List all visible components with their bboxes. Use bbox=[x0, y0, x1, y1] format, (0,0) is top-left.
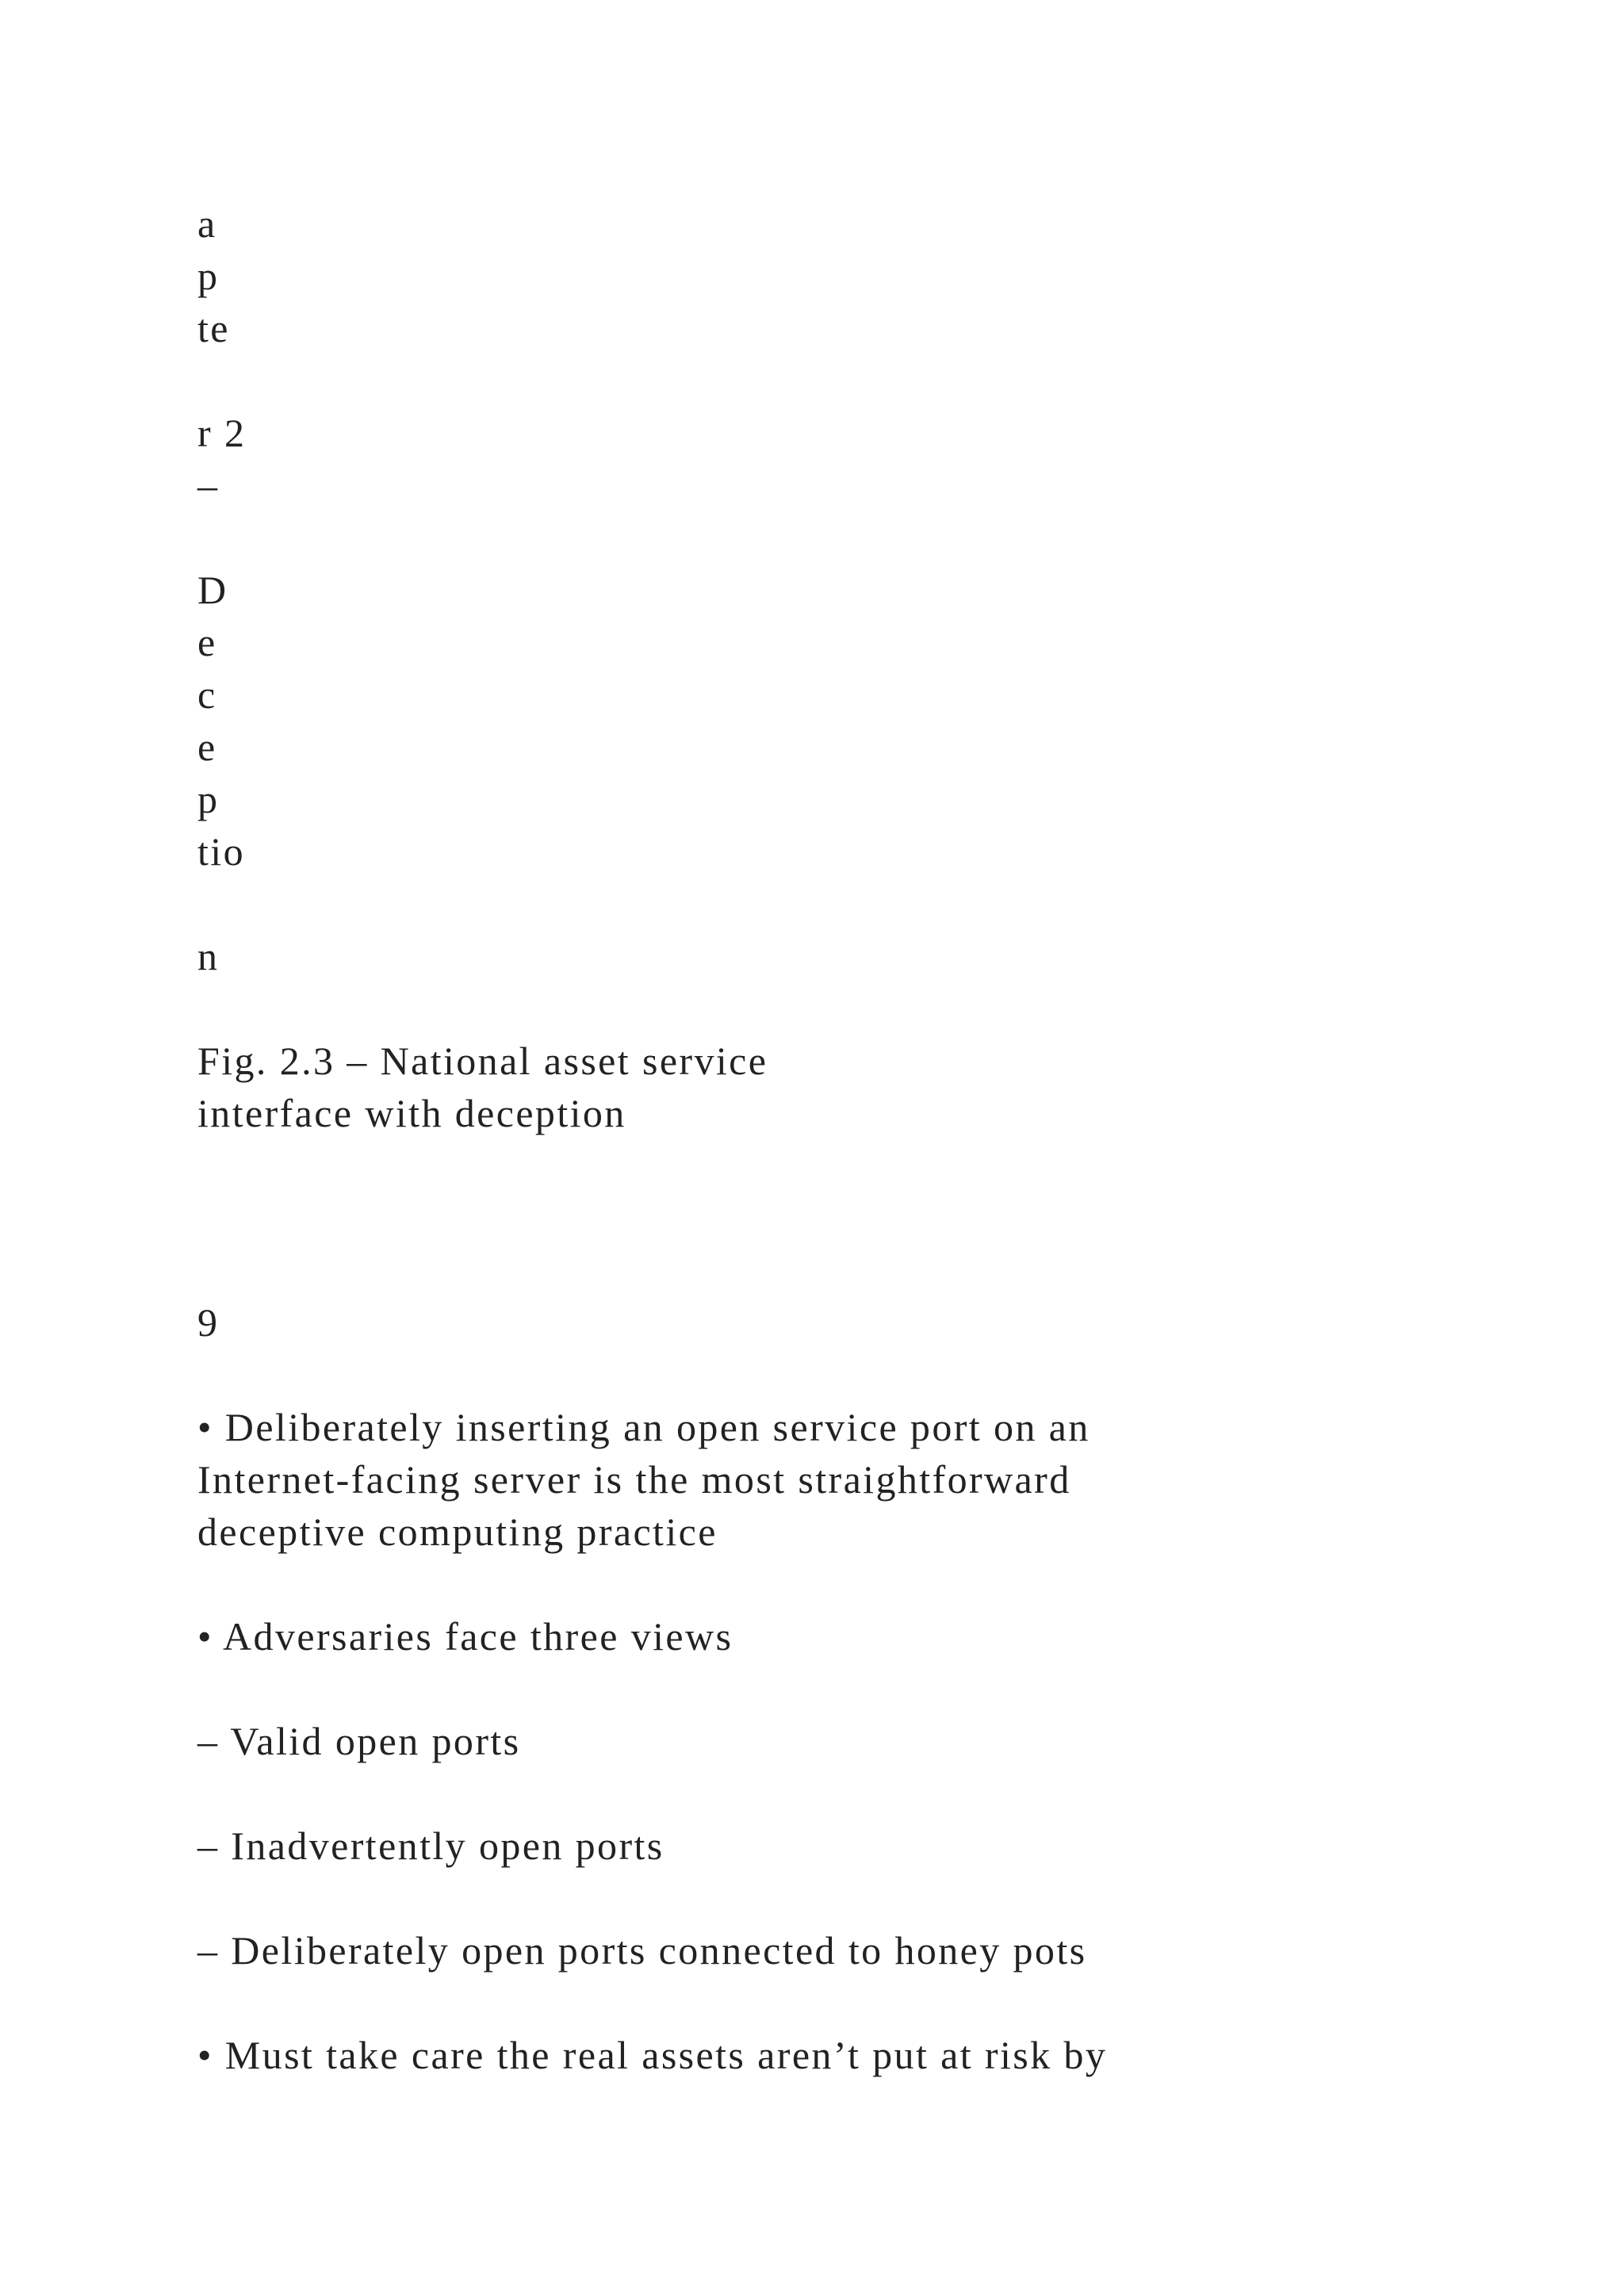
heading-fragment: p bbox=[197, 777, 220, 821]
heading-fragment: c bbox=[197, 672, 217, 717]
body-line: – Valid open ports bbox=[197, 1719, 521, 1763]
heading-fragment: te bbox=[197, 306, 230, 350]
heading-fragment: a bbox=[197, 201, 217, 246]
figure-caption-line-2: interface with deception bbox=[197, 1091, 626, 1135]
page-number: 9 bbox=[197, 1300, 220, 1345]
heading-fragment: e bbox=[197, 620, 217, 664]
heading-fragment: p bbox=[197, 254, 220, 298]
heading-fragment: D bbox=[197, 568, 228, 612]
figure-caption-line-1: Fig. 2.3 – National asset service bbox=[197, 1039, 768, 1083]
body-line: deceptive computing practice bbox=[197, 1510, 718, 1554]
heading-fragment: e bbox=[197, 725, 217, 769]
heading-fragment: n bbox=[197, 934, 220, 978]
body-line: – Deliberately open ports connected to honey pots bbox=[197, 1928, 1087, 1973]
heading-fragment: r 2 bbox=[197, 411, 247, 455]
body-line: • Adversaries face three views bbox=[197, 1614, 733, 1659]
body-line: – Inadvertently open ports bbox=[197, 1823, 665, 1868]
heading-fragment: tio bbox=[197, 829, 245, 874]
body-line: Internet-facing server is the most straightforward bbox=[197, 1457, 1071, 1502]
body-line: • Deliberately inserting an open service port on an bbox=[197, 1405, 1090, 1449]
heading-fragment: – bbox=[197, 463, 220, 507]
body-line: • Must take care the real assets aren’t put at risk by bbox=[197, 2033, 1108, 2077]
